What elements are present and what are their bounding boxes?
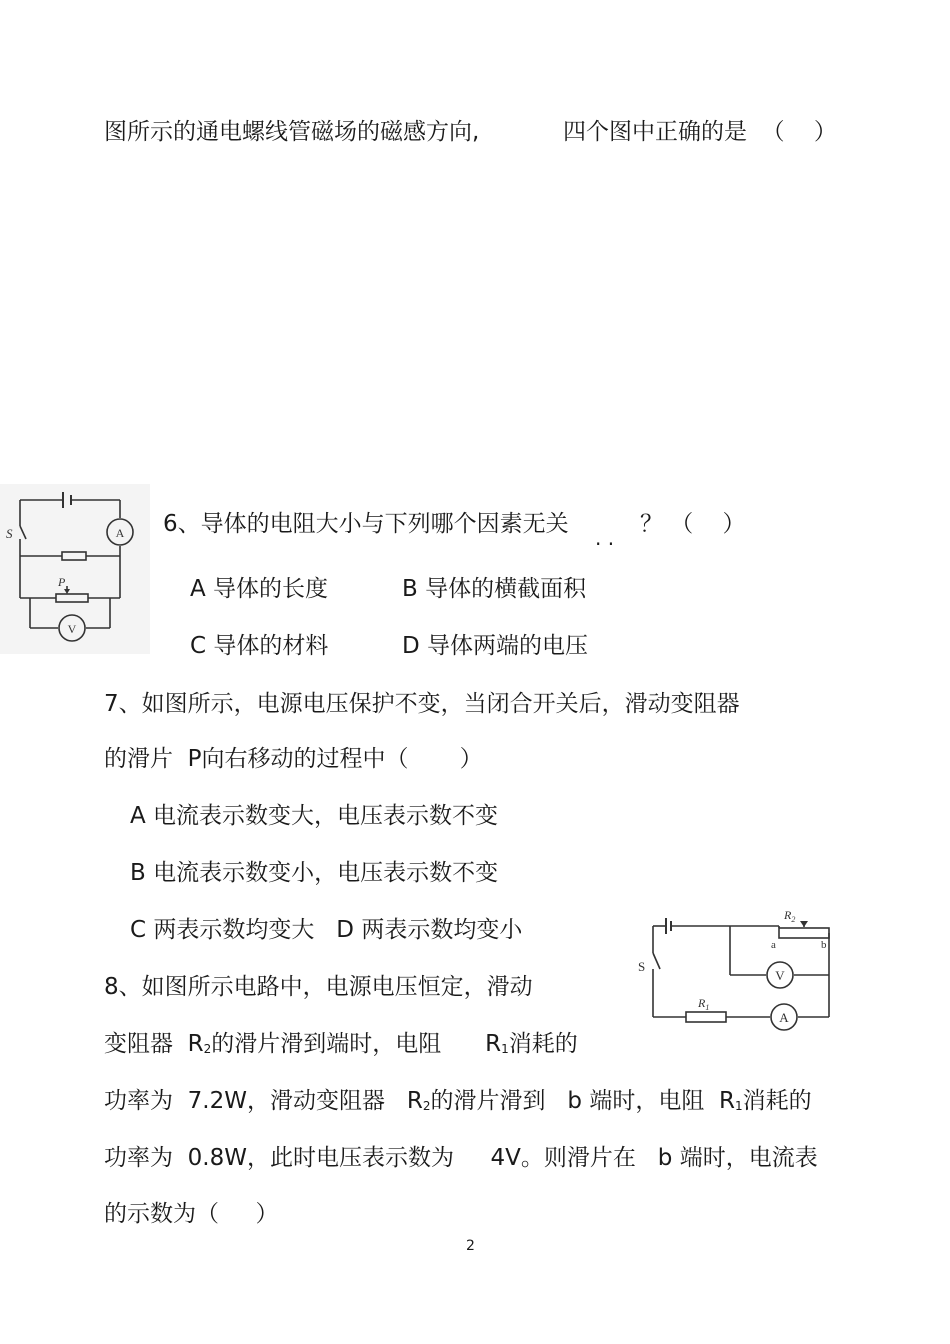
q6-slider-label: P — [58, 575, 66, 589]
q6-stem-tail: ？ （ ） — [640, 511, 746, 537]
q6-emphasis-dots: . . — [595, 526, 615, 550]
q6-voltmeter-label: V — [67, 622, 77, 636]
q6-stem: 6、导体的电阻大小与下列哪个因素无关 — [163, 511, 569, 537]
q8-r2-label: $R_2$ — [784, 908, 796, 924]
q8-stem-line3: 功率为 7.2W，滑动变阻器 R2的滑片滑到 b 端时，电阻 R1消耗的 — [104, 1088, 812, 1114]
q6-option-d: D 导体两端的电压 — [402, 633, 589, 659]
q8-stem-line1: 8、如图所示电路中，电源电压恒定，滑动 — [104, 974, 533, 1000]
q8-r1-label: $R_1$ — [698, 996, 710, 1012]
q8-voltmeter-label: V — [775, 968, 785, 983]
q6-option-c: C 导体的材料 — [190, 633, 329, 659]
q6-circuit-diagram — [0, 484, 150, 654]
q8-end-b-label: b — [821, 939, 827, 951]
q6-option-a: A 导体的长度 — [190, 576, 329, 602]
q5-stem-part2: 四个图中正确的是 （ ） — [563, 119, 837, 145]
q7-option-cd: C 两表示数均变大 D 两表示数均变小 — [130, 917, 523, 943]
page-number: 2 — [466, 1238, 475, 1254]
q7-option-b: B 电流表示数变小，电压表示数不变 — [130, 860, 499, 886]
q6-switch-label: S — [6, 526, 13, 541]
q6-ammeter-label: A — [115, 526, 125, 540]
q5-stem-part1: 图所示的通电螺线管磁场的磁感方向, — [104, 119, 480, 145]
q8-stem-line2: 变阻器 R2的滑片滑到端时，电阻 R1消耗的 — [104, 1031, 578, 1057]
q8-ammeter-label: A — [779, 1010, 789, 1025]
q8-stem-line5: 的示数为（ ） — [104, 1201, 279, 1227]
q7-stem-line2: 的滑片 P向右移动的过程中（ ） — [104, 746, 483, 772]
q8-circuit-diagram — [638, 907, 838, 1032]
q8-stem-line4: 功率为 0.8W，此时电压表示数为 4V。则滑片在 b 端时，电流表 — [104, 1145, 818, 1171]
q7-stem-line1: 7、如图所示，电源电压保护不变，当闭合开关后，滑动变阻器 — [104, 691, 740, 717]
q7-option-a: A 电流表示数变大，电压表示数不变 — [130, 803, 499, 829]
q8-end-a-label: a — [771, 939, 776, 951]
q8-switch-label: S — [638, 959, 646, 974]
q6-option-b: B 导体的横截面积 — [402, 576, 587, 602]
